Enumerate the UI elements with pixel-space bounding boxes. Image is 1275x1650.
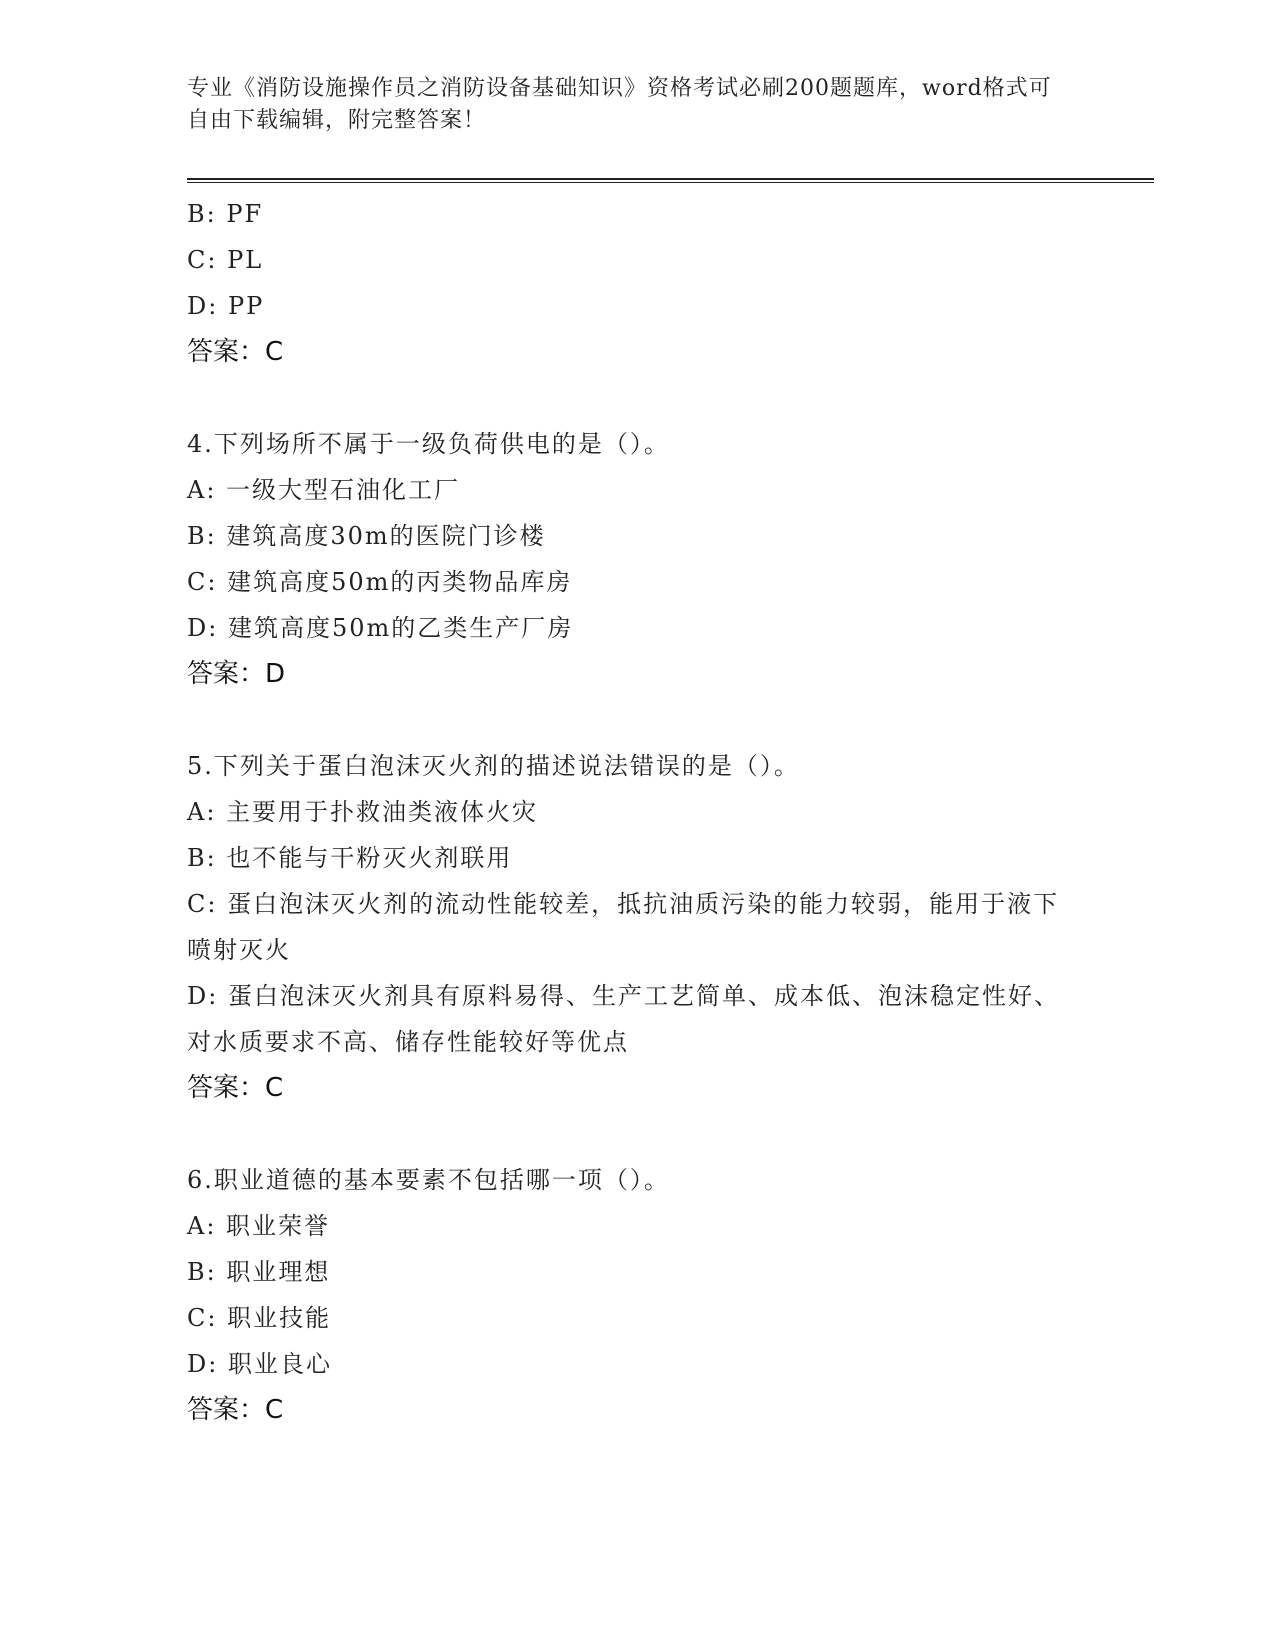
option-c: C: 职业技能 (187, 1304, 332, 1332)
option-c: C: PL (187, 246, 264, 274)
option-c: C: 建筑高度50m的丙类物品库房 (187, 568, 573, 596)
spacer (187, 697, 1087, 743)
document-header: 专业《消防设施操作员之消防设备基础知识》资格考试必刷200题题库，word格式可自由下载编辑，附完整答案！ (187, 76, 1052, 133)
question-stem: 6.职业道德的基本要素不包括哪一项（）。 (187, 1166, 670, 1194)
question-block-6 (187, 1157, 1087, 1433)
question-list (187, 191, 1087, 1433)
question-stem: 4.下列场所不属于一级负荷供电的是（）。 (187, 430, 670, 458)
option-d: D: 建筑高度50m的乙类生产厂房 (187, 614, 574, 642)
option-a: A: 一级大型石油化工厂 (187, 476, 461, 504)
option-c: C: 蛋白泡沫灭火剂的流动性能较差，抵抗油质污染的能力较弱，能用于液下喷射灭火 (187, 890, 1060, 964)
answer-line: 答案：D (187, 659, 286, 689)
option-b: B: 职业理想 (187, 1258, 331, 1286)
question-block-5 (187, 743, 1087, 1111)
question-stem: 5.下列关于蛋白泡沫灭火剂的描述说法错误的是（）。 (187, 752, 800, 780)
option-b: B: PF (187, 200, 264, 228)
option-d: D: PP (187, 292, 265, 320)
spacer (187, 375, 1087, 421)
option-d: D: 蛋白泡沫灭火剂具有原料易得、生产工艺简单、成本低、泡沫稳定性好、对水质要求不高、储存性能较好等优点 (187, 982, 1060, 1056)
answer-line: 答案：C (187, 337, 284, 367)
option-d: D: 职业良心 (187, 1350, 332, 1378)
question-block-3 (187, 191, 1087, 375)
answer-line: 答案：C (187, 1073, 284, 1103)
spacer (187, 1111, 1087, 1157)
question-block-4 (187, 421, 1087, 697)
header-rule-thick (187, 178, 1154, 180)
header-rule-thin (187, 182, 1154, 183)
option-b: B: 建筑高度30m的医院门诊楼 (187, 522, 546, 550)
option-a: A: 主要用于扑救油类液体火灾 (187, 798, 539, 826)
option-b: B: 也不能与干粉灭火剂联用 (187, 844, 513, 872)
answer-line: 答案：C (187, 1395, 284, 1425)
option-a: A: 职业荣誉 (187, 1212, 331, 1240)
